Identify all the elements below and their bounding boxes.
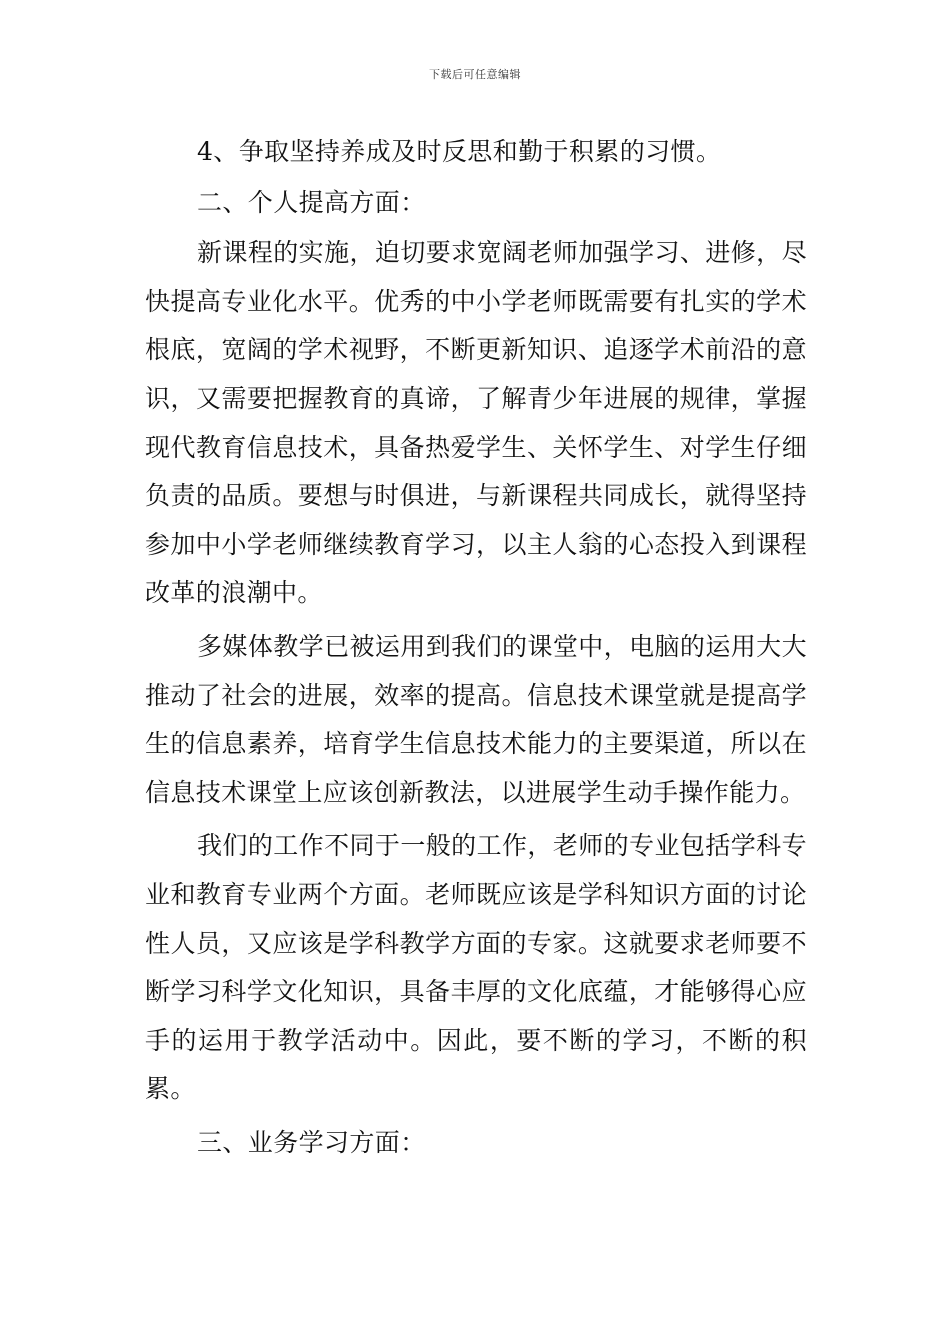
paragraph-multimedia: 多媒体教学已被运用到我们的课堂中，电脑的运用大大推动了社会的进展，效率的提高。信息技术课堂就是提高学生的信息素养，培育学生信息技术能力的主要渠道，所以在信息技术课堂上应该创新教法，以进展学生动手操作能力。 <box>145 631 807 807</box>
document-body <box>145 128 807 1167</box>
paragraph-teacher-profession: 我们的工作不同于一般的工作，老师的专业包括学科专业和教育专业两个方面。老师既应该是学科知识方面的讨论性人员，又应该是学科教学方面的专家。这就要求老师要不断学习科学文化知识，具备丰厚的文化底蕴，才能够得心应手的运用于教学活动中。因此，要不断的学习，不断的积累。 <box>145 831 807 1104</box>
section-heading-business: 三、业务学习方面： <box>197 1127 426 1157</box>
page-header: 下载后可任意编辑 <box>429 68 521 81</box>
paragraph-new-curriculum: 新课程的实施，迫切要求宽阔老师加强学习、进修，尽快提高专业化水平。优秀的中小学老师既需要有扎实的学术根底，宽阔的学术视野，不断更新知识、追逐学术前沿的意识，又需要把握教育的真谛，了解青少年进展的规律，掌握现代教育信息技术，具备热爱学生、关怀学生、对学生仔细负责的品质。要想与时俱进，与新课程共同成长，就得坚持参加中小学老师继续教育学习，以主人翁的心态投入到课程改革的浪潮中。 <box>145 238 807 608</box>
paragraph-habit-item: 4、争取坚持养成及时反思和勤于积累的习惯。 <box>197 137 722 166</box>
section-heading-personal: 二、个人提高方面： <box>197 187 426 217</box>
